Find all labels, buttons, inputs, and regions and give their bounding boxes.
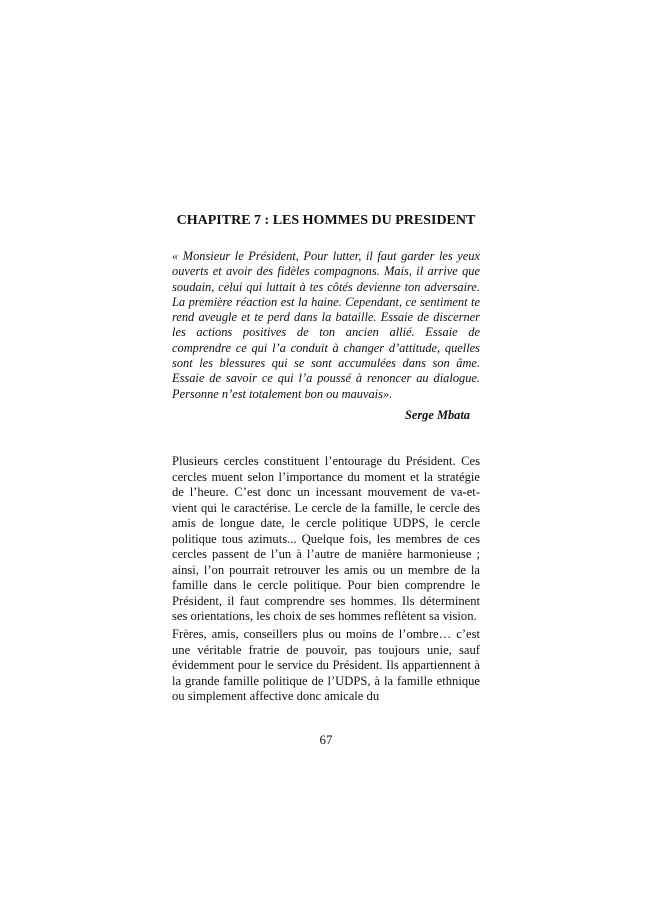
book-page	[172, 0, 480, 920]
epigraph-quote: « Monsieur le Président, Pour lutter, il faut garder les yeux ouverts et avoir des fidèles compagnons. Mais, il arrive que soudain, celui qui luttait à tes côtés devienne ton adversaire. La première réaction est la haine. Cependant, ce sentiment te rend aveugle et te perd dans la bataille. Essaie de discerner les actions positives de ton ancien allié. Essaie de comprendre ce qui l’a conduit à changer d’attitude, quelles sont les blessures qui se sont accumulées dans son âme. Essaie de savoir ce qui l’a poussé à renoncer au dialogue. Personne n’est totalement bon ou mauvais».	[172, 249, 480, 401]
body-paragraph: Frères, amis, conseillers plus ou moins de l’ombre… c’est une véritable fratrie de pouvoir, pas toujours unie, sauf évidemment pour le service du Président. Ils appartiennent à la grande famille politique de l’UDPS, à la famille ethnique ou simplement affective donc amicale du	[172, 627, 480, 703]
body-paragraph: Plusieurs cercles constituent l’entourage du Président. Ces cercles muent selon l’importance du moment et la stratégie de l’heure. C’est donc un incessant mouvement de va-et-vient qui le caractérise. Le cercle de la famille, le cercle des amis de longue date, le cercle politique UDPS, le cercle politique tous azimuts... Quelque fois, les membres de ces cercles passent de l’un à l’autre de manière harmonieuse ; ainsi, l’on pourrait retrouver les amis ou un membre de la famille dans le cercle politique. Pour bien comprendre le Président, il faut comprendre ses hommes. Ils déterminent ses orientations, les choix de ses hommes reflètent sa vision.	[172, 454, 480, 623]
page-number: 67	[319, 732, 333, 747]
chapter-title: CHAPITRE 7 : LES HOMMES DU PRESIDENT	[176, 213, 476, 228]
epigraph-author: Serge Mbata	[404, 408, 470, 422]
